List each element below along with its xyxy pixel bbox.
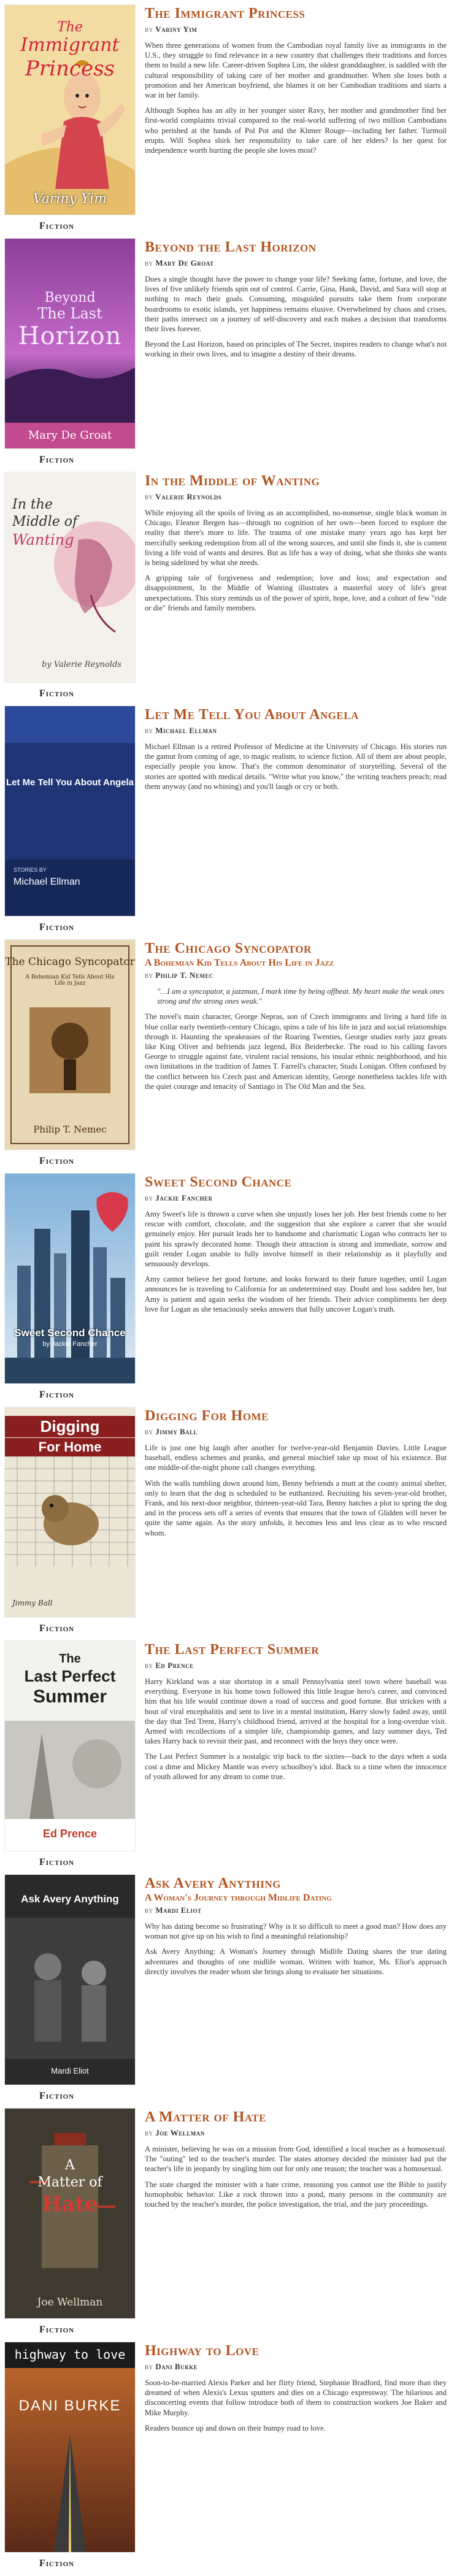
book-author — [145, 971, 447, 980]
cover-title-main: The Chicago Syncopator — [5, 956, 135, 968]
cover-author: Michael Ellman — [13, 877, 80, 887]
book-info — [145, 940, 447, 1097]
cover-title-sub: Princess — [25, 56, 115, 81]
book-cover[interactable] — [5, 2109, 135, 2318]
cover-author: Mary De Groat — [28, 429, 112, 442]
book-author — [145, 1661, 447, 1671]
book-author — [145, 1427, 447, 1437]
book-description: With the walls tumbling down around him, Benny befriends a mutt at the county animal shelter, only to learn that the dog is scheduled to be euthanized. Recruiting his seven-year-old brother, Frank, and his next-door neighbor, thirteen-year-old Tara, Benny hatches a plot to spring the dog and in the process sets off a series of events that ensures that the town of Glidden will never be quite the same again. As the story unfolds, it becomes less and less clear as to who rescued whom. — [145, 1478, 447, 1537]
author-name: Jackie Fancher — [155, 1193, 213, 1202]
book-title[interactable]: The Chicago Syncopator — [145, 940, 312, 956]
book-description: A gripping tale of forgiveness and redemption; love and loss; and expectation and disappointment, In the Middle of Wanting illustrates a masterful story of life's great unexpectations. This story reminds us of the power of spirit, hope, love, and a cohort of few "ride or die" friends and family members. — [145, 574, 447, 612]
author-name: Mary De Groat — [155, 258, 214, 267]
book-entry — [0, 2342, 454, 2576]
book-entry — [0, 5, 454, 239]
cover-author: Mardi Eliot — [51, 2066, 89, 2075]
book-description: A minister, believing he was on a mission from God, identified a local teacher as a homosexual. The "outing" led to the teacher's murder. The states attorney decided the minister had put the teacher's life in jeopardy by singling him out for only one reason; the teacher was a homosexual. — [145, 2145, 447, 2174]
book-cover[interactable] — [5, 1407, 135, 1617]
genre-label: Fiction — [39, 1623, 75, 1634]
genre-label: Fiction — [39, 688, 75, 699]
cover-title-sub: Horizon — [18, 322, 122, 350]
book-title[interactable]: Beyond the Last Horizon — [145, 239, 317, 255]
book-cover[interactable] — [5, 1641, 135, 1851]
author-prefix: by — [145, 1193, 153, 1202]
book-entry — [0, 1641, 454, 1875]
genre-label: Fiction — [39, 221, 75, 231]
cover-title-top: The — [59, 1652, 81, 1666]
book-description: Why has dating become so frustrating? Why is it so difficult to meet a good man? How does any woman not give up on his wish to find a meaningful relationship? — [145, 1922, 447, 1941]
cover-author: DANI BURKE — [18, 2397, 121, 2414]
cover-title-main: Sweet Second Chance — [14, 1327, 126, 1339]
book-quote: "…I am a syncopator, a jazzman, I mark time by being offbeat. My heart make the weak ones strong and the strong ones weak." — [157, 987, 444, 1006]
cover-title-main: Ask Avery Anything — [21, 1893, 119, 1905]
author-prefix: by — [145, 1905, 153, 1915]
book-cover[interactable] — [5, 472, 135, 682]
book-cover[interactable] — [5, 2342, 135, 2552]
book-entry — [0, 472, 454, 706]
author-prefix: by — [145, 971, 153, 980]
cover-author: Joe Wellman — [37, 2296, 103, 2309]
book-author — [145, 492, 447, 502]
book-info — [145, 1174, 447, 1320]
book-title[interactable]: The Immigrant Princess — [145, 6, 306, 21]
author-name: Valerie Reynolds — [155, 492, 222, 501]
author-prefix: by — [145, 726, 153, 735]
book-author — [145, 726, 447, 736]
book-description: Soon-to-be-married Alexis Parker and her flirty friend, Stephanie Bradford, find more than they dreamed of when Alexis's Lexus sputters and dies on a Chicago expressway. The hilarious and disconcerting events that follow introduce both of them to construction workers Joe Baker and Mike Murphy. — [145, 2378, 447, 2417]
cover-title-sub: Summer — [33, 1686, 107, 1707]
book-description: The Last Perfect Summer is a nostalgic trip back to the sixties—back to the days when a soda cost a dime and Mickey Mantle was every schoolboy's idol. Back to a time when the innocence of youth allowed for any dream to come true. — [145, 1752, 447, 1781]
cover-title-top: Beyond — [44, 290, 96, 306]
book-description: Amy Sweet's life is thrown a curve when she unjustly loses her job. Her best friends come to her rescue with comfort, chocolate, and the suggestion that she explore a career that she would genuinely enjoy. Her pursuit leads her to handsome and charismatic Logan who contracts her to paint his sprawly decorated home. Though their attraction is strong and immediate, sorrow and guilt render Logan unable to fully involve himself in their relationship as it playfully and sensuously develops. — [145, 1210, 447, 1269]
book-entry — [0, 940, 454, 1174]
cover-title-sub: For Home — [5, 1438, 135, 1456]
book-description: When three generations of women from the Cambodian royal family live as immigrants in the U.S., they struggle to find relevance in a new country that challenges their traditions and forces them to build a new life. Career-driven Sophea Lim, the oldest granddaughter, is saddled with the cultural responsibility of taking care of her mother and grandmother. When she loses both a promotion and her American boyfriend, she blames it on her Cambodian traditions and starts a war in her family. — [145, 41, 447, 100]
book-description: Readers bounce up and down on their bumpy road to love. — [145, 2423, 326, 2432]
book-entry — [0, 1875, 454, 2109]
book-cover[interactable] — [5, 1174, 135, 1383]
genre-label: Fiction — [39, 1390, 75, 1400]
cover-illustration — [5, 940, 135, 1150]
book-info — [145, 472, 447, 618]
author-name: Variny Yim — [155, 25, 198, 34]
author-name: Joe Wellman — [155, 2128, 205, 2137]
author-name: Mardi Eliot — [155, 1905, 202, 1915]
author-name: Dani Burke — [155, 2362, 198, 2371]
book-author — [145, 2362, 447, 2372]
genre-label: Fiction — [39, 1156, 75, 1166]
cover-author: by Jackie Fancher — [42, 1340, 98, 1348]
cover-illustration — [5, 1174, 135, 1383]
book-author — [145, 258, 447, 268]
book-author — [145, 1193, 447, 1203]
cover-title-main: Let Me Tell You About Angela — [6, 777, 134, 788]
genre-label: Fiction — [39, 922, 75, 932]
book-info — [145, 1641, 447, 1787]
book-author — [145, 25, 447, 34]
book-info — [145, 2342, 447, 2439]
genre-label: Fiction — [39, 2558, 75, 2569]
cover-title-top: A — [65, 2158, 75, 2173]
cover-illustration — [5, 1875, 135, 2085]
author-prefix: by — [145, 25, 153, 34]
book-author — [145, 1905, 447, 1915]
book-title[interactable]: Ask Avery Anything — [145, 1875, 281, 1891]
book-info — [145, 1875, 447, 1982]
author-prefix: by — [145, 1427, 153, 1436]
cover-title-main: highway to love — [14, 2347, 126, 2362]
genre-label: Fiction — [39, 1857, 75, 1867]
author-name: Ed Prence — [155, 1661, 194, 1670]
cover-title-main: Immigrant — [20, 34, 120, 56]
author-prefix: by — [145, 2128, 153, 2137]
book-cover[interactable] — [5, 940, 135, 1150]
book-entry — [0, 1407, 454, 1641]
cover-title-sub: Hate — [42, 2192, 98, 2217]
genre-label: Fiction — [39, 455, 75, 465]
cover-title-main: Digging — [5, 1416, 135, 1437]
cover-title-sub: STORIES BY — [13, 867, 47, 873]
book-description: Although Sophea has an ally in her younger sister Ravy, her mother and grandmother find her first-world complaints trivial compared to the real-world suffering of two million Cambodians who perished at the hands of Pol Pot and the Khmer Rouge—including her father. Turmoil erupts. Will Sophea shirk her responsibility to take care of her elders? Is her quest for independence worth hurting the people she loves most? — [145, 106, 447, 155]
book-title[interactable]: In the Middle of Wanting — [145, 473, 320, 489]
author-prefix: by — [145, 2362, 153, 2371]
author-name: Michael Ellman — [155, 726, 217, 735]
book-title[interactable]: A Matter of Hate — [145, 2109, 266, 2125]
book-subtitle: A Bohemian Kid Tells About His Life in Jazz — [145, 958, 334, 968]
cover-author: Ed Prence — [42, 1828, 98, 1840]
cover-author: by Valerie Reynolds — [42, 660, 121, 669]
book-description: The novel's main character, George Nepras, son of Czech immigrants and living a hard life in blue collar early twentieth-century Chicago, spins a tale of his life in jazz and social relationships through it. Haunting the speakeasies of the Roaring Twenties, George studies early jazz greats like King Oliver and befriends jazz legend, Bix Beiderbecke. The road to his calling favors George to struggle against fate, virulent racial tensions, his insular ethnic neighborhood, and his own limitations in the tradition of James T. Farrell's character, Studs Lonigan. Often confused by the conflict between his Czech past and American identity, George nonetheless tackles life with the quiet courage and tenacity of Santiago in The Old Man and the Sea. — [145, 1012, 447, 1091]
book-description: Michael Ellman is a retired Professor of Medicine at the University of Chicago. His stories run the gamut from coming of age, to magic realism, to science fiction. All of them are about people, especially people you know. That's the common denominator of storytelling. Several of the stories are spotted with medical details. "Write what you know," the writing teachers preach; read them anyway (and no whining) and you'll laugh or cry or both. — [145, 742, 447, 791]
book-entry — [0, 2109, 454, 2342]
book-description: Amy cannot believe her good fortune, and looks forward to their future together, until Logan announces he is traveling to California for an undetermined stay. Doubt and loss sadden her, but Amy is patient and again seeks the wisdom of her friends. Their advice compliments her deep love for Logan as she tenaciously seeks answers that fully uncover Logan's truth. — [145, 1275, 447, 1313]
book-title[interactable]: The Last Perfect Summer — [145, 1642, 320, 1658]
book-title[interactable]: Let Me Tell You About Angela — [145, 707, 359, 723]
book-description: Does a single thought have the power to change your life? Seeking fame, fortune, and love, the lives of five unlikely friends spin out of control. Carrie, Gina, Hank, David, and Sara will stop at nothing to reach their goals. Consuming, misguided pursuits take them from corporate boardrooms to exotic islands, yet happiness remains elusive. Overwhelmed by chaos and crises, their paths intersect on a journey of self-discovery and each makes a decision that transforms their lives forever. — [145, 275, 447, 334]
genre-label: Fiction — [39, 2091, 75, 2101]
cover-title-top: The — [57, 20, 83, 35]
cover-title-main: Middle of — [12, 514, 78, 529]
author-prefix: by — [145, 258, 153, 267]
cover-illustration — [5, 2342, 135, 2552]
book-description: Beyond the Last Horizon, based on principles of The Secret, inspires readers to change what's not working in their own lives, and to imagine a destiny of their dreams. — [145, 340, 447, 359]
book-info — [145, 1407, 447, 1544]
author-name: Philip T. Nemec — [155, 971, 214, 980]
book-cover[interactable] — [5, 239, 135, 448]
book-description: Ask Avery Anything: A Woman's Journey through Midlife Dating shares the true dating adventures and thoughts of one midlife woman. Written with humor, Ms. Eliot's approach directly involves the reader whom she brings along to evaluate her situations. — [145, 1947, 447, 1976]
cover-title-top: In the — [12, 497, 53, 512]
cover-title-sub: A Bohemian Kid Tells About His Life in Jazz — [25, 974, 115, 986]
book-description: Life is just one big laugh after another for twelve-year-old Benjamin Davies. Little League baseball, endless schemes and pranks, and general mischief take up most of his existence. But one middle-of-the-night phone call changes everything. — [145, 1444, 447, 1472]
author-name: Jimmy Ball — [155, 1427, 198, 1436]
cover-title-main: Matter of — [37, 2175, 102, 2190]
author-prefix: by — [145, 492, 153, 501]
cover-title-main: Last Perfect — [24, 1667, 116, 1685]
book-description: The state charged the minister with a hate crime, reasoning you cannot use the Bible to justify homophobic behavior. Like a rock thrown into a pond, many persons in the community are touched by the teacher's murder, the police investigation, the trial, and the jury proceedings. — [145, 2180, 447, 2209]
book-title[interactable]: Sweet Second Chance — [145, 1174, 292, 1190]
book-entry — [0, 1174, 454, 1407]
book-entry — [0, 239, 454, 472]
cover-author: Variny Yim — [33, 191, 107, 207]
book-title[interactable]: Highway to Love — [145, 2343, 260, 2359]
book-info — [145, 5, 447, 161]
book-cover[interactable] — [5, 706, 135, 916]
book-info — [145, 239, 447, 365]
book-description: While enjoying all the spoils of living as an accomplished, no-nonsense, single black woman in Chicago, Eleanor Bergen has—through no cognition of her own—been forced to explore the reality that there's more to life. The trauma of one mistake many years ago has kept her mercifully seeking redemption from all of the wrong sources, and until she finds it, she is content living a life void of wants and desires. But as life has a way of doing, what she thinks she wants is being sidelined by what she needs. — [145, 509, 447, 567]
book-cover[interactable] — [5, 1875, 135, 2085]
author-prefix: by — [145, 1661, 153, 1670]
book-info — [145, 2109, 447, 2215]
book-subtitle: A Woman's Journey through Midlife Dating — [145, 1893, 332, 1903]
cover-title-sub: Wanting — [12, 531, 74, 548]
book-title[interactable]: Digging For Home — [145, 1408, 269, 1424]
book-description: Harry Kirkland was a star shortstop in a small Pennsylvania steel town where baseball was everything. Everyone in his home town followed this little league hero's career, and convinced him that his life would continue down a road of success and good fortune. But stricken with a bout of viral encephalitis and sent to live in a mental institution, Harry slowly faded away, until the day that Ted Trent, Harry's childhood friend, arrived at the hospital for a long-overdue visit. Armed with recollections of a simpler life, championship games, and lazy summer days, Ted takes Harry back to revisit their past, and reconnect with the boys they once were. — [145, 1677, 447, 1746]
genre-label: Fiction — [39, 2324, 75, 2335]
cover-author: Philip T. Nemec — [33, 1124, 107, 1135]
book-author — [145, 2128, 447, 2138]
book-entry — [0, 706, 454, 940]
cover-author: Jimmy Ball — [12, 1599, 53, 1607]
book-cover[interactable] — [5, 5, 135, 215]
cover-title-main: The Last — [37, 305, 102, 322]
book-info — [145, 706, 447, 797]
